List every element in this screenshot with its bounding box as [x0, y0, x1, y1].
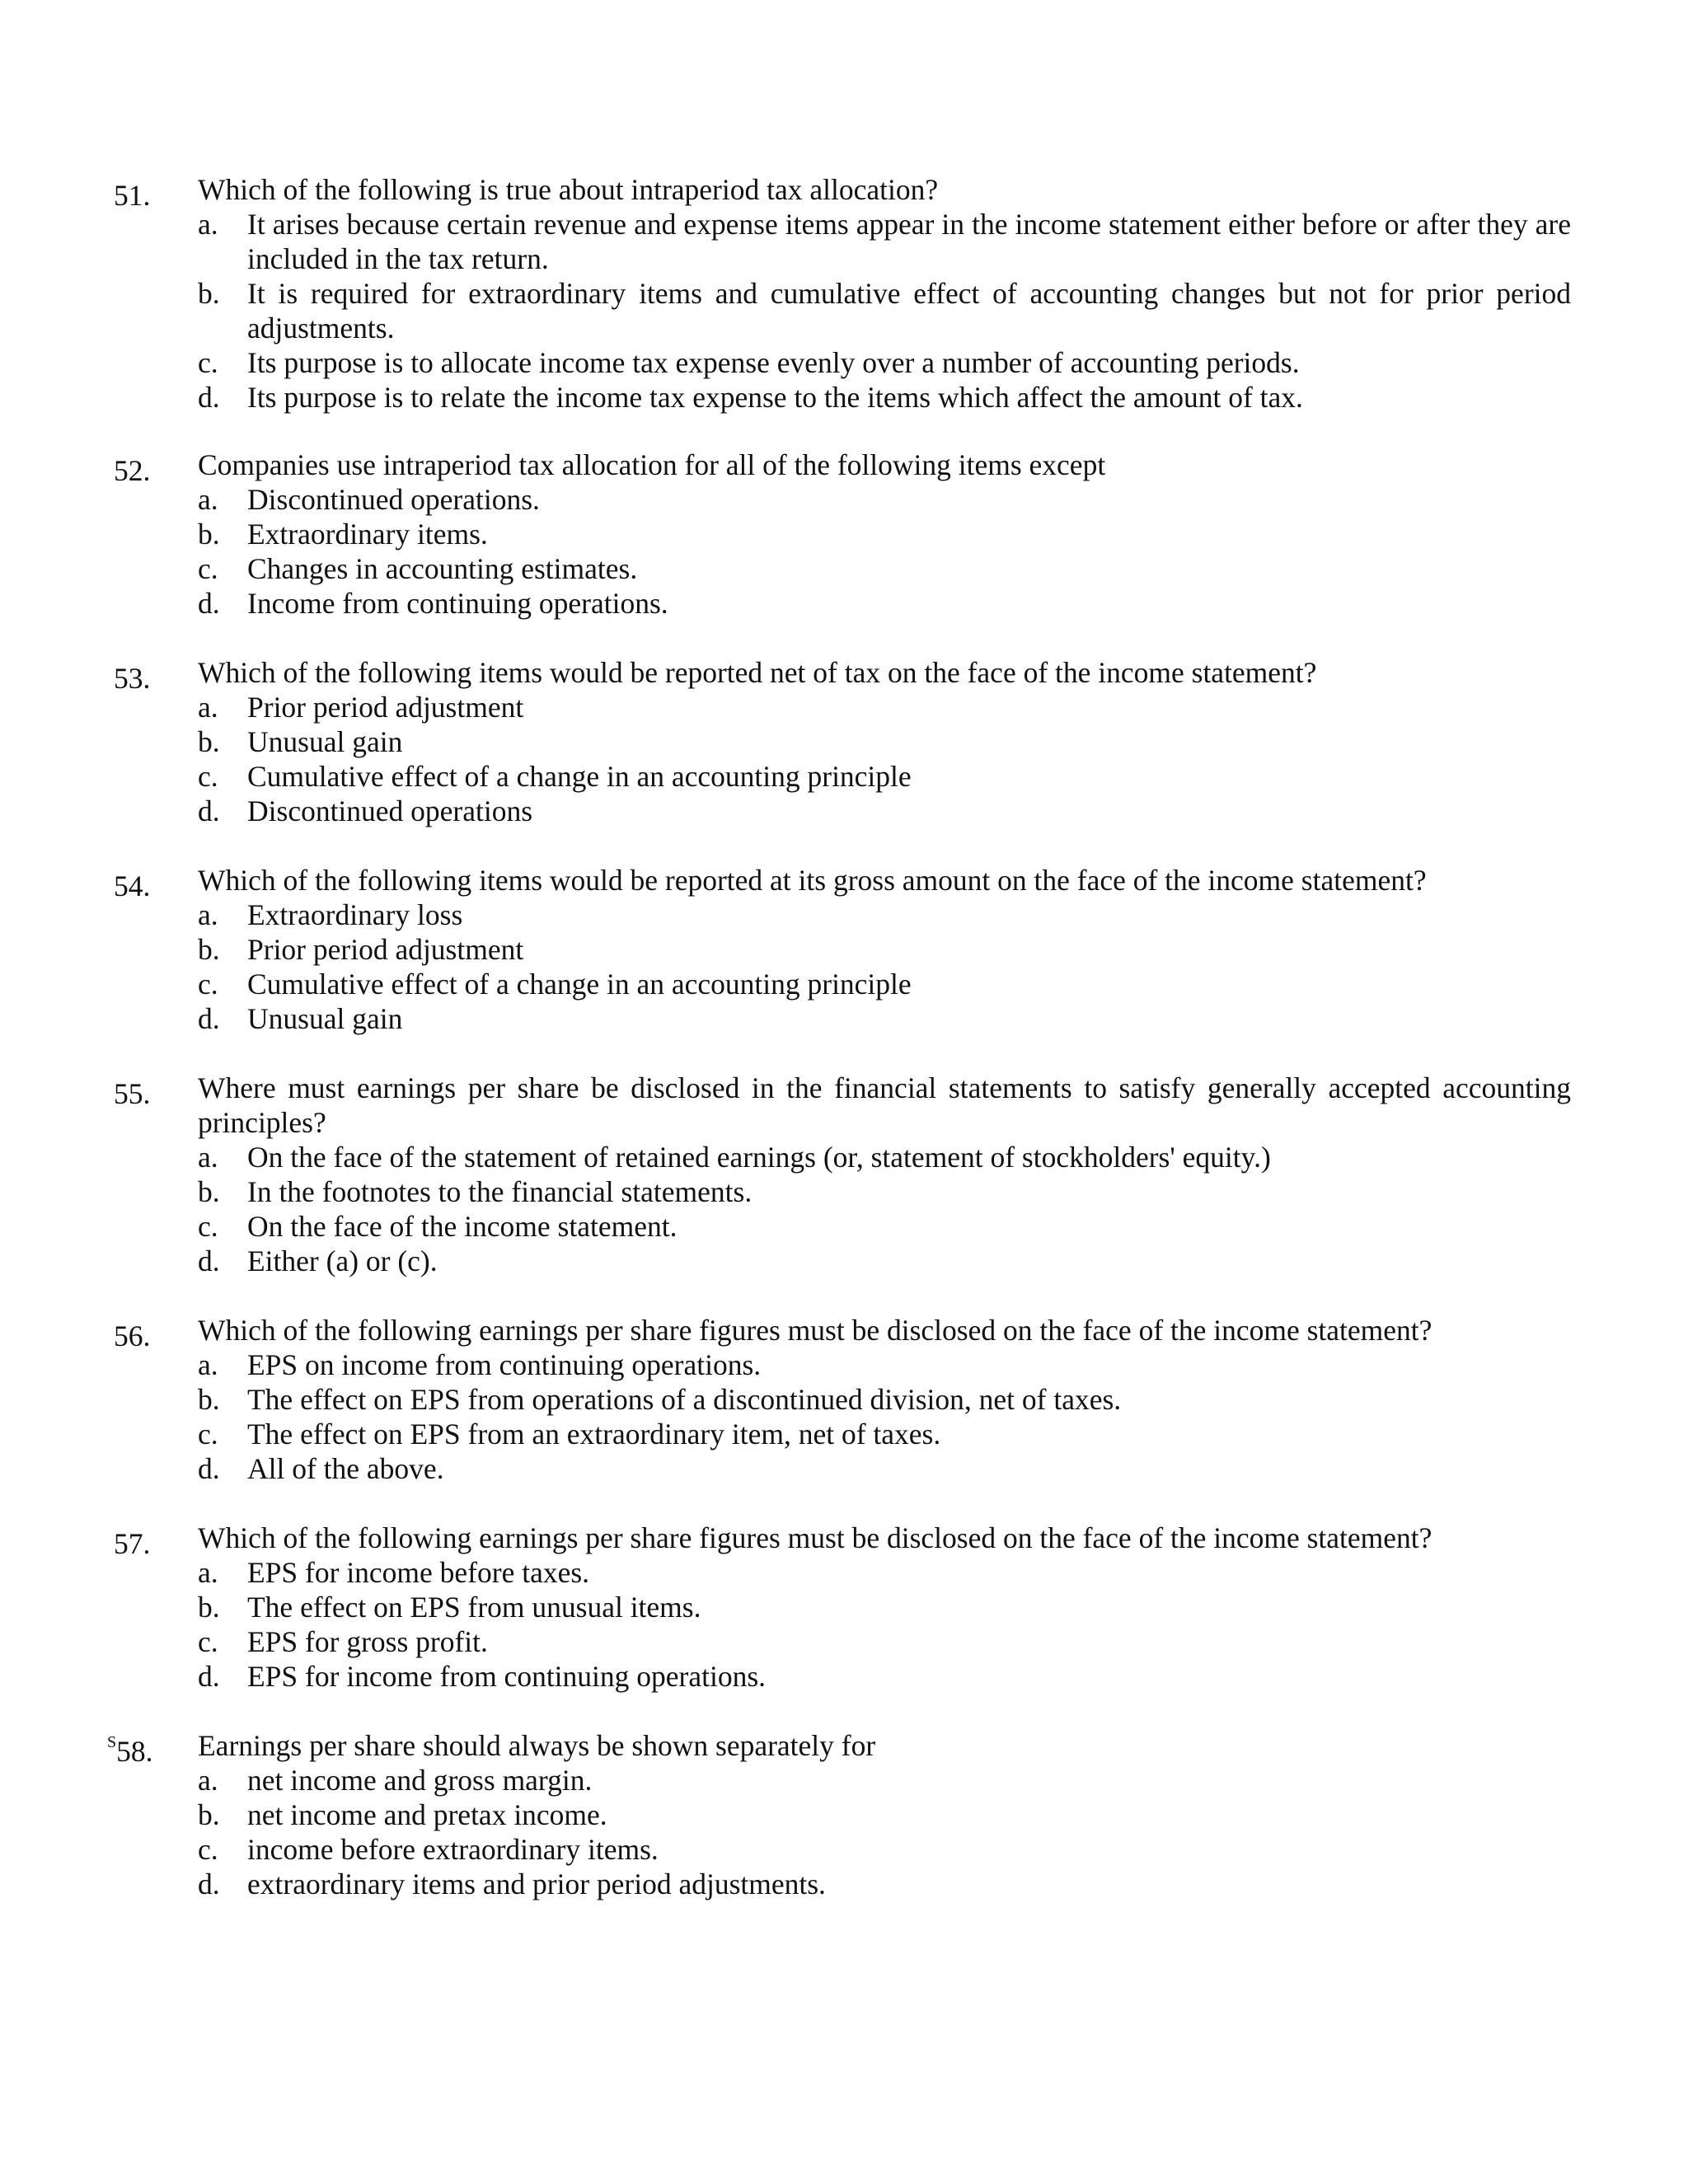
option-text: In the footnotes to the financial statements.: [247, 1175, 753, 1208]
question-number: 57.: [114, 1526, 151, 1560]
option-text: Unusual gain: [247, 725, 403, 758]
option-letter: a.: [198, 1556, 218, 1589]
option-a: [0, 1347, 1688, 1382]
option-list: [0, 690, 1688, 828]
option-list: [0, 207, 1688, 415]
option-b: [0, 932, 1688, 967]
option-letter: d.: [198, 381, 220, 414]
option-text: Unusual gain: [247, 1002, 403, 1035]
option-text: Cumulative effect of a change in an accounting principle: [247, 968, 912, 1001]
option-letter: d.: [198, 587, 220, 620]
question-text: Where must earnings per share be disclosed in the financial statements to satisfy generally accepted accounting principles?: [198, 1071, 1571, 1139]
option-text: The effect on EPS from unusual items.: [247, 1591, 701, 1624]
question-text: Which of the following items would be reported net of tax on the face of the income statement?: [198, 656, 1317, 689]
option-letter: b.: [198, 277, 220, 310]
option-b: [0, 276, 1688, 345]
option-text: extraordinary items and prior period adjustments.: [247, 1868, 826, 1900]
option-d: [0, 1867, 1688, 1901]
option-c: [0, 551, 1688, 586]
question-number: 54.: [114, 869, 151, 902]
option-b: [0, 1382, 1688, 1417]
option-b: [0, 517, 1688, 551]
option-c: [0, 1417, 1688, 1451]
option-letter: c.: [198, 346, 218, 379]
question-text: Earnings per share should always be shown separately for: [198, 1729, 876, 1762]
option-list: [0, 898, 1688, 1036]
option-letter: a.: [198, 483, 218, 516]
option-a: [0, 898, 1688, 932]
option-text: The effect on EPS from operations of a discontinued division, net of taxes.: [247, 1383, 1122, 1416]
option-letter: c.: [198, 1418, 218, 1451]
option-letter: b.: [198, 1175, 220, 1208]
option-list: [0, 1763, 1688, 1901]
option-text: It is required for extraordinary items and cumulative effect of accounting changes but not for prior period adjustments.: [247, 277, 1571, 344]
option-a: [0, 1763, 1688, 1797]
option-letter: a.: [198, 1764, 218, 1797]
option-letter: a.: [198, 1348, 218, 1381]
option-list: [0, 1555, 1688, 1694]
option-b: [0, 1174, 1688, 1209]
option-text: Extraordinary items.: [247, 518, 488, 551]
question-text: Which of the following is true about intraperiod tax allocation?: [198, 173, 939, 206]
option-c: [0, 967, 1688, 1001]
option-text: The effect on EPS from an extraordinary item, net of taxes.: [247, 1418, 941, 1451]
option-letter: d.: [198, 1868, 220, 1900]
option-text: Income from continuing operations.: [247, 587, 668, 620]
option-text: Discontinued operations: [247, 794, 533, 827]
option-letter: c.: [198, 1210, 218, 1243]
option-text: Discontinued operations.: [247, 483, 540, 516]
option-text: income before extraordinary items.: [247, 1833, 659, 1866]
option-c: [0, 345, 1688, 380]
option-text: All of the above.: [247, 1452, 444, 1485]
option-letter: b.: [198, 1591, 220, 1624]
option-letter: a.: [198, 208, 218, 241]
question-number: 53.: [114, 661, 151, 695]
option-text: EPS for income from continuing operations.: [247, 1660, 767, 1693]
option-text: net income and pretax income.: [247, 1798, 607, 1831]
option-letter: d.: [198, 794, 220, 827]
option-d: [0, 1244, 1688, 1278]
option-b: [0, 724, 1688, 759]
option-text: Changes in accounting estimates.: [247, 552, 638, 585]
option-b: [0, 1590, 1688, 1624]
option-d: [0, 1451, 1688, 1486]
question-number: 52.: [114, 453, 151, 487]
option-text: EPS for gross profit.: [247, 1625, 488, 1658]
option-letter: a.: [198, 1141, 218, 1174]
option-list: [0, 1347, 1688, 1486]
option-text: net income and gross margin.: [247, 1764, 593, 1797]
option-text: Its purpose is to relate the income tax expense to the items which affect the amount of tax.: [247, 381, 1303, 414]
option-d: [0, 586, 1688, 621]
option-text: On the face of the statement of retained earnings (or, statement of stockholders' equity.): [247, 1141, 1271, 1174]
option-letter: b.: [198, 933, 220, 966]
option-letter: a.: [198, 691, 218, 724]
option-d: [0, 380, 1688, 415]
option-c: [0, 1624, 1688, 1659]
question-text: Companies use intraperiod tax allocation for all of the following items except: [198, 448, 1106, 481]
option-letter: d.: [198, 1244, 220, 1277]
option-a: [0, 690, 1688, 724]
option-a: [0, 482, 1688, 517]
option-text: Either (a) or (c).: [247, 1244, 438, 1277]
option-d: [0, 1659, 1688, 1694]
option-letter: d.: [198, 1660, 220, 1693]
option-letter: c.: [198, 1833, 218, 1866]
option-a: [0, 207, 1688, 276]
option-text: Prior period adjustment: [247, 691, 524, 724]
question-number: 55.: [114, 1076, 151, 1110]
option-text: Its purpose is to allocate income tax expense evenly over a number of accounting periods.: [247, 346, 1300, 379]
option-c: [0, 1832, 1688, 1867]
option-a: [0, 1140, 1688, 1174]
option-list: [0, 1140, 1688, 1278]
option-letter: c.: [198, 1625, 218, 1658]
option-letter: b.: [198, 518, 220, 551]
option-letter: d.: [198, 1002, 220, 1035]
option-a: [0, 1555, 1688, 1590]
option-letter: b.: [198, 1798, 220, 1831]
option-text: Extraordinary loss: [247, 898, 463, 931]
option-letter: c.: [198, 760, 218, 793]
option-letter: c.: [198, 552, 218, 585]
option-text: EPS on income from continuing operations.: [247, 1348, 762, 1381]
option-d: [0, 794, 1688, 828]
option-d: [0, 1001, 1688, 1036]
question-number: $^S$58.: [107, 1733, 153, 1768]
option-letter: d.: [198, 1452, 220, 1485]
option-list: [0, 482, 1688, 621]
option-text: EPS for income before taxes.: [247, 1556, 590, 1589]
option-letter: a.: [198, 898, 218, 931]
option-letter: b.: [198, 725, 220, 758]
question-text: Which of the following earnings per share figures must be disclosed on the face of the income statement?: [198, 1314, 1432, 1347]
option-letter: b.: [198, 1383, 220, 1416]
option-text: Prior period adjustment: [247, 933, 524, 966]
question-prefix-marker: S: [107, 1733, 117, 1751]
option-c: [0, 1209, 1688, 1244]
question-number: 51.: [114, 178, 151, 212]
option-text: It arises because certain revenue and expense items appear in the income statement either before or after they are included in the tax return.: [247, 208, 1571, 275]
option-text: On the face of the income statement.: [247, 1210, 678, 1243]
question-text: Which of the following items would be reported at its gross amount on the face of the income statement?: [198, 864, 1427, 897]
option-c: [0, 759, 1688, 794]
option-b: [0, 1797, 1688, 1832]
question-number: 56.: [114, 1319, 151, 1352]
option-letter: c.: [198, 968, 218, 1001]
question-text: Which of the following earnings per share figures must be disclosed on the face of the income statement?: [198, 1521, 1432, 1554]
option-text: Cumulative effect of a change in an accounting principle: [247, 760, 912, 793]
